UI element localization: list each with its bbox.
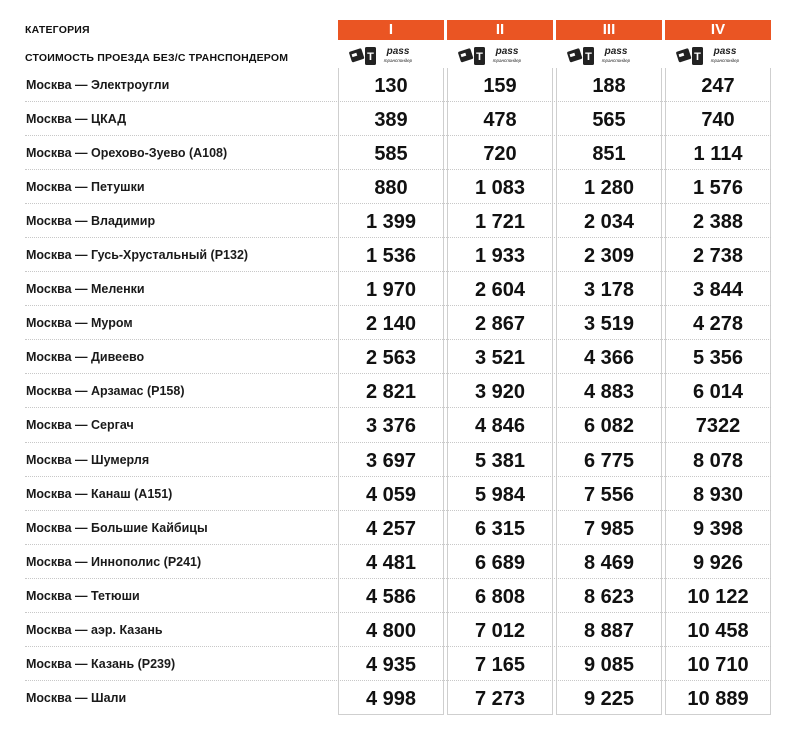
route-name: Москва — Владимир — [26, 214, 156, 229]
price-cat-2: 3 521 — [474, 347, 526, 370]
route-name: Москва — Меленки — [26, 282, 145, 297]
table-row — [0, 443, 789, 477]
price-cat-2: 159 — [483, 75, 517, 97]
price-cat-2: 2 867 — [474, 313, 526, 336]
transponder-logo — [338, 42, 444, 68]
route-name: Москва — Канаш (А151) — [26, 486, 173, 501]
price-cat-2: 7 012 — [474, 619, 526, 642]
price-cat-3: 7 556 — [583, 483, 635, 506]
price-cat-2: 5 984 — [474, 483, 526, 506]
table-row — [0, 681, 789, 715]
svg-text:транспондер: транспондер — [383, 58, 413, 63]
price-cat-1: 389 — [374, 109, 408, 132]
price-cat-3: 851 — [592, 143, 626, 166]
price-cat-2: 7 165 — [474, 653, 526, 676]
price-cat-4: 247 — [701, 75, 735, 97]
table-row — [0, 579, 789, 613]
table-row — [0, 477, 789, 511]
route-name: Москва — Арзамас (Р158) — [26, 384, 185, 399]
table-row — [0, 647, 789, 681]
price-cat-3: 9 225 — [583, 687, 635, 710]
price-cat-4: 2 388 — [692, 211, 744, 234]
price-cat-2: 3 920 — [474, 381, 526, 404]
price-cat-3: 7 985 — [583, 517, 635, 540]
price-cat-3: 2 309 — [583, 245, 635, 268]
price-cat-1: 1 970 — [365, 279, 417, 302]
price-cat-1: 4 059 — [365, 483, 417, 506]
price-cat-1: 130 — [374, 75, 408, 97]
svg-text:pass: pass — [386, 46, 410, 57]
route-rows — [0, 68, 789, 715]
price-cat-4: 4 278 — [692, 313, 744, 336]
price-cat-4: 10 458 — [687, 619, 749, 642]
price-cat-3: 3 178 — [583, 279, 635, 302]
route-name: Москва — Большие Кайбицы — [26, 520, 208, 535]
price-cat-4: 7322 — [695, 415, 741, 438]
category-header-3: III — [556, 20, 662, 40]
price-cat-1: 4 257 — [365, 517, 417, 540]
route-name: Москва — Шумерля — [26, 452, 150, 467]
price-cat-2: 7 273 — [474, 687, 526, 710]
table-row — [0, 102, 789, 136]
svg-text:pass: pass — [713, 46, 737, 57]
table-row — [0, 511, 789, 545]
price-cat-1: 4 586 — [365, 585, 417, 608]
category-header-4: IV — [665, 20, 771, 40]
price-cat-2: 1 933 — [474, 245, 526, 268]
table-row — [0, 272, 789, 306]
price-cat-2: 6 808 — [474, 585, 526, 608]
transponder-logo — [665, 42, 771, 68]
table-row — [0, 374, 789, 408]
price-cat-2: 6 689 — [474, 551, 526, 574]
transponder-icon — [665, 42, 771, 68]
price-cat-4: 1 576 — [692, 177, 744, 200]
price-cat-3: 188 — [592, 75, 626, 97]
route-name: Москва — Муром — [26, 316, 133, 331]
price-cat-3: 2 034 — [583, 211, 635, 234]
price-cat-1: 4 998 — [365, 687, 417, 710]
transponder-icon — [447, 42, 553, 68]
price-cat-1: 1 399 — [365, 211, 417, 234]
route-name: Москва — Тетюши — [26, 588, 140, 603]
price-cat-4: 5 356 — [692, 347, 744, 370]
price-cat-4: 8 078 — [692, 449, 744, 472]
price-cat-1: 2 140 — [365, 313, 417, 336]
price-cat-3: 3 519 — [583, 313, 635, 336]
price-cat-2: 4 846 — [474, 415, 526, 438]
route-name: Москва — Петушки — [26, 180, 145, 195]
price-cat-1: 4 481 — [365, 551, 417, 574]
price-cat-2: 2 604 — [474, 279, 526, 302]
svg-text:T: T — [694, 51, 701, 63]
svg-text:транспондер: транспондер — [710, 58, 740, 63]
price-cat-1: 4 800 — [365, 619, 417, 642]
svg-text:транспондер: транспондер — [601, 58, 631, 63]
price-cat-3: 8 469 — [583, 551, 635, 574]
price-cat-1: 1 536 — [365, 245, 417, 268]
price-cat-1: 2 563 — [365, 347, 417, 370]
category-header-2: II — [447, 20, 553, 40]
route-name: Москва — Орехово-Зуево (А108) — [26, 146, 228, 161]
category-label: КАТЕГОРИЯ — [25, 24, 90, 36]
svg-text:транспондер: транспондер — [492, 58, 522, 63]
price-cat-3: 6 775 — [583, 449, 635, 472]
cost-label: СТОИМОСТЬ ПРОЕЗДА БЕЗ/С ТРАНСПОНДЕРОМ — [25, 52, 289, 64]
price-cat-3: 8 623 — [583, 585, 635, 608]
price-cat-3: 565 — [592, 109, 626, 132]
category-header-1: I — [338, 20, 444, 40]
table-row — [0, 170, 789, 204]
route-name: Москва — Дивеево — [26, 350, 145, 365]
svg-text:pass: pass — [604, 46, 628, 57]
transponder-icon — [338, 42, 444, 68]
svg-text:T: T — [367, 51, 374, 63]
price-cat-1: 880 — [374, 177, 408, 200]
price-cat-1: 585 — [374, 143, 408, 166]
svg-text:T: T — [476, 51, 483, 63]
price-cat-2: 1 083 — [474, 177, 526, 200]
table-row — [0, 68, 789, 102]
transponder-logo — [556, 42, 662, 68]
route-name: Москва — Гусь-Хрустальный (Р132) — [26, 248, 249, 263]
transponder-logo — [447, 42, 553, 68]
price-cat-3: 9 085 — [583, 653, 635, 676]
table-row — [0, 613, 789, 647]
table-row — [0, 408, 789, 442]
table-row — [0, 136, 789, 170]
price-cat-4: 10 889 — [687, 687, 749, 710]
price-cat-2: 478 — [483, 109, 517, 132]
route-name: Москва — аэр. Казань — [26, 622, 163, 637]
transponder-icon — [556, 42, 662, 68]
price-cat-2: 1 721 — [474, 211, 526, 234]
price-cat-2: 720 — [483, 143, 517, 166]
price-cat-4: 10 710 — [687, 653, 749, 676]
price-cat-4: 9 398 — [692, 517, 744, 540]
price-cat-1: 3 376 — [365, 415, 417, 438]
price-cat-4: 10 122 — [687, 585, 749, 608]
price-cat-4: 740 — [701, 109, 735, 132]
price-cat-4: 9 926 — [692, 551, 744, 574]
price-cat-1: 4 935 — [365, 653, 417, 676]
price-cat-3: 6 082 — [583, 415, 635, 438]
route-name: Москва — Иннополис (Р241) — [26, 554, 202, 569]
table-row — [0, 306, 789, 340]
price-cat-3: 4 366 — [583, 347, 635, 370]
route-name: Москва — Казань (Р239) — [26, 656, 176, 671]
table-row — [0, 545, 789, 579]
route-name: Москва — Сергач — [26, 418, 134, 433]
price-cat-1: 3 697 — [365, 449, 417, 472]
table-row — [0, 238, 789, 272]
svg-text:pass: pass — [495, 46, 519, 57]
price-cat-2: 6 315 — [474, 517, 526, 540]
price-cat-4: 2 738 — [692, 245, 744, 268]
route-name: Москва — Электроугли — [26, 78, 170, 92]
svg-text:T: T — [585, 51, 592, 63]
price-cat-4: 3 844 — [692, 279, 744, 302]
table-row — [0, 340, 789, 374]
price-cat-4: 6 014 — [692, 381, 744, 404]
price-cat-3: 1 280 — [583, 177, 635, 200]
table-row — [0, 204, 789, 238]
price-cat-1: 2 821 — [365, 381, 417, 404]
price-cat-3: 8 887 — [583, 619, 635, 642]
price-cat-3: 4 883 — [583, 381, 635, 404]
price-cat-4: 1 114 — [693, 143, 743, 166]
price-cat-4: 8 930 — [692, 483, 744, 506]
route-name: Москва — ЦКАД — [26, 112, 127, 127]
route-name: Москва — Шали — [26, 690, 127, 705]
price-cat-2: 5 381 — [474, 449, 526, 472]
